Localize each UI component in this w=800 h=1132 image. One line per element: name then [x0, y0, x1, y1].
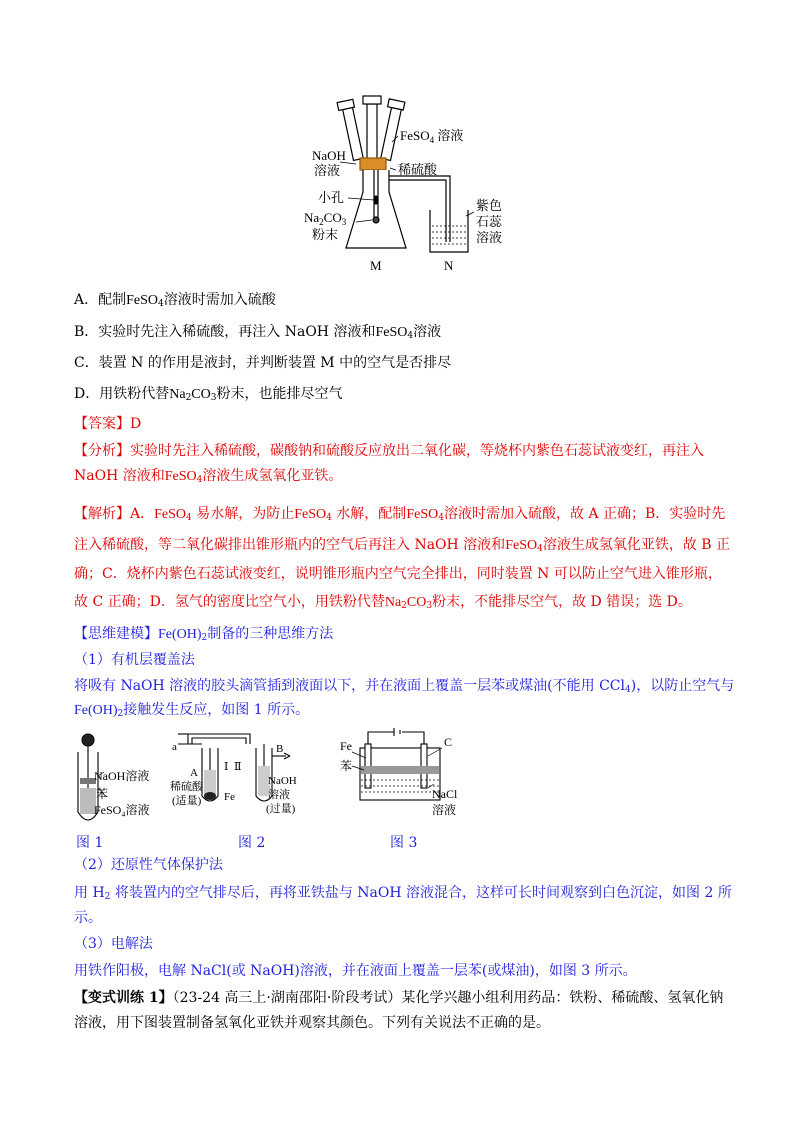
figure-1 — [70, 728, 170, 824]
method-3-title: （3）电解法 — [74, 936, 153, 952]
f2-I-label: Ⅰ — [224, 761, 229, 773]
variant-line-1: 【变式训练 1】（23-24 高三上·湖南邵阳·阶段考试）某化学兴趣小组利用药品：铁粉、稀硫酸、氢氧化钠 — [74, 990, 724, 1006]
f3-nacl-label: NaCl — [432, 787, 458, 801]
f2-A-label: A — [190, 767, 198, 779]
f1-feso4-label: FeSO₄溶液 — [94, 803, 150, 817]
label-n: N — [444, 258, 454, 273]
f2-a-label: a — [172, 741, 177, 753]
f2-naoh-excess: (过量) — [266, 803, 296, 815]
f1-benzene-label: 苯 — [96, 787, 109, 801]
f2-B-label: B — [276, 743, 284, 755]
fig2-caption: 图 2 — [238, 835, 266, 851]
f2-fe-label: Fe — [224, 791, 235, 803]
rubber-stopper — [360, 158, 386, 170]
beaker-n — [430, 210, 468, 252]
label-feso4: FeSO$_4$ 溶液 — [400, 128, 464, 145]
conical-flask-m — [346, 170, 406, 248]
analysis-line-1: 【分析】实验时先注入稀硫酸，碳酸钠和硫酸反应放出二氧化碳，等烧杯内紫色石蕊试液变红，再注入 — [74, 443, 704, 459]
f2-II-label: Ⅱ — [234, 761, 242, 773]
label-naoh: NaOH — [312, 148, 346, 163]
method-2-line-1: 用 $H_2$ 将装置内的空气排尽后，再将亚铁盐与 NaOH 溶液混合，这样可长时间观察到白色沉淀，如图 2 所 — [74, 885, 732, 902]
litmus-solution — [432, 226, 466, 244]
f2-acid-label: 稀硫酸 — [170, 781, 203, 793]
method-1-line-1: 将吸有 NaOH 溶液的胶头滴管插到液面以下，并在液面上覆盖一层苯或煤油(不能用 CCl$_4$)，以防止空气与 — [74, 678, 735, 695]
f2-acid-amount: (适量) — [172, 795, 202, 807]
explanation-line-3: 确；C．烧杯内紫色石蕊试液变红，说明锥形瓶内空气完全排出，同时装置 N 可以防止空气进入锥形瓶， — [74, 566, 722, 582]
explanation-line-1: 【解析】A．FeSO$_4$ 易水解，为防止FeSO$_4$ 水解，配制FeSO$_4$溶液时需加入硫酸，故 A 正确；B．实验时先 — [74, 506, 726, 523]
f3-solution-label: 溶液 — [432, 803, 457, 817]
apparatus-diagram — [300, 92, 520, 276]
method-1-title: （1）有机层覆盖法 — [74, 652, 195, 668]
option-d: D．用铁粉代替$Na_2CO_3$粉末，也能排尽空气 — [74, 386, 343, 403]
label-m: M — [370, 258, 382, 273]
f2-naoh-solution: 溶液 — [268, 789, 290, 801]
model-title: 【思维建模】$Fe(OH)_2$制备的三种思维方法 — [74, 626, 334, 643]
label-powder: 粉末 — [312, 227, 339, 242]
label-na2co3: $Na_2CO_3$ — [304, 210, 347, 227]
syringe-middle — [363, 96, 381, 160]
method-1-line-2: $Fe(OH)_2$接触发生反应，如图 1 所示。 — [74, 702, 310, 719]
method-2-line-2: 示。 — [74, 910, 102, 926]
f2-naoh-label: NaOH — [268, 775, 297, 787]
f3-c-label: C — [444, 735, 453, 749]
option-a: A．配制FeSO$_4$溶液时需加入硫酸 — [74, 292, 276, 309]
explanation-line-2: 注入稀硫酸，等二氧化碳排出锥形瓶内的空气后再注入 NaOH 溶液和FeSO$_4$溶液生成氢氧化亚铁，故 B 正 — [74, 537, 731, 554]
method-3-line-1: 用铁作阳极，电解 NaCl(或 NaOH)溶液，并在液面上覆盖一层苯(或煤油)，如图 3 所示。 — [74, 963, 637, 979]
fig3-caption: 图 3 — [390, 835, 418, 851]
method-2-title: （2）还原性气体保护法 — [74, 857, 223, 873]
f1-naoh-label: NaOH溶液 — [94, 769, 150, 783]
fig1-caption: 图 1 — [76, 835, 104, 851]
label-solution: 溶液 — [476, 230, 503, 245]
f3-fe-label: Fe — [340, 739, 352, 753]
label-purple: 紫色 — [476, 198, 503, 213]
analysis-line-2: NaOH 溶液和FeSO$_4$溶液生成氢氧化亚铁。 — [74, 468, 343, 485]
label-dilute-acid: 稀硫酸 — [398, 162, 438, 177]
label-naoh-solution: 溶液 — [314, 163, 341, 178]
figure-3 — [338, 728, 468, 824]
option-c: C．装置 N 的作用是液封，并判断装置 M 中的空气是否排尽 — [74, 355, 452, 371]
variant-line-2: 溶液，用下图装置制备氢氧化亚铁并观察其颜色。下列有关说法不正确的是。 — [74, 1015, 550, 1031]
label-litmus: 石蕊 — [476, 214, 503, 229]
f3-benzene-label: 苯 — [340, 759, 353, 773]
answer: 【答案】D — [74, 416, 142, 432]
label-small-hole: 小孔 — [318, 190, 345, 205]
figure-2 — [168, 726, 308, 822]
explanation-line-4: 故 C 正确；D．氢气的密度比空气小，用铁粉代替$Na_2CO_3$粉末，不能排尽空气，故 D 错误；选 D。 — [74, 594, 692, 611]
option-b: B．实验时先注入稀硫酸，再注入 NaOH 溶液和FeSO$_4$溶液 — [74, 324, 442, 341]
